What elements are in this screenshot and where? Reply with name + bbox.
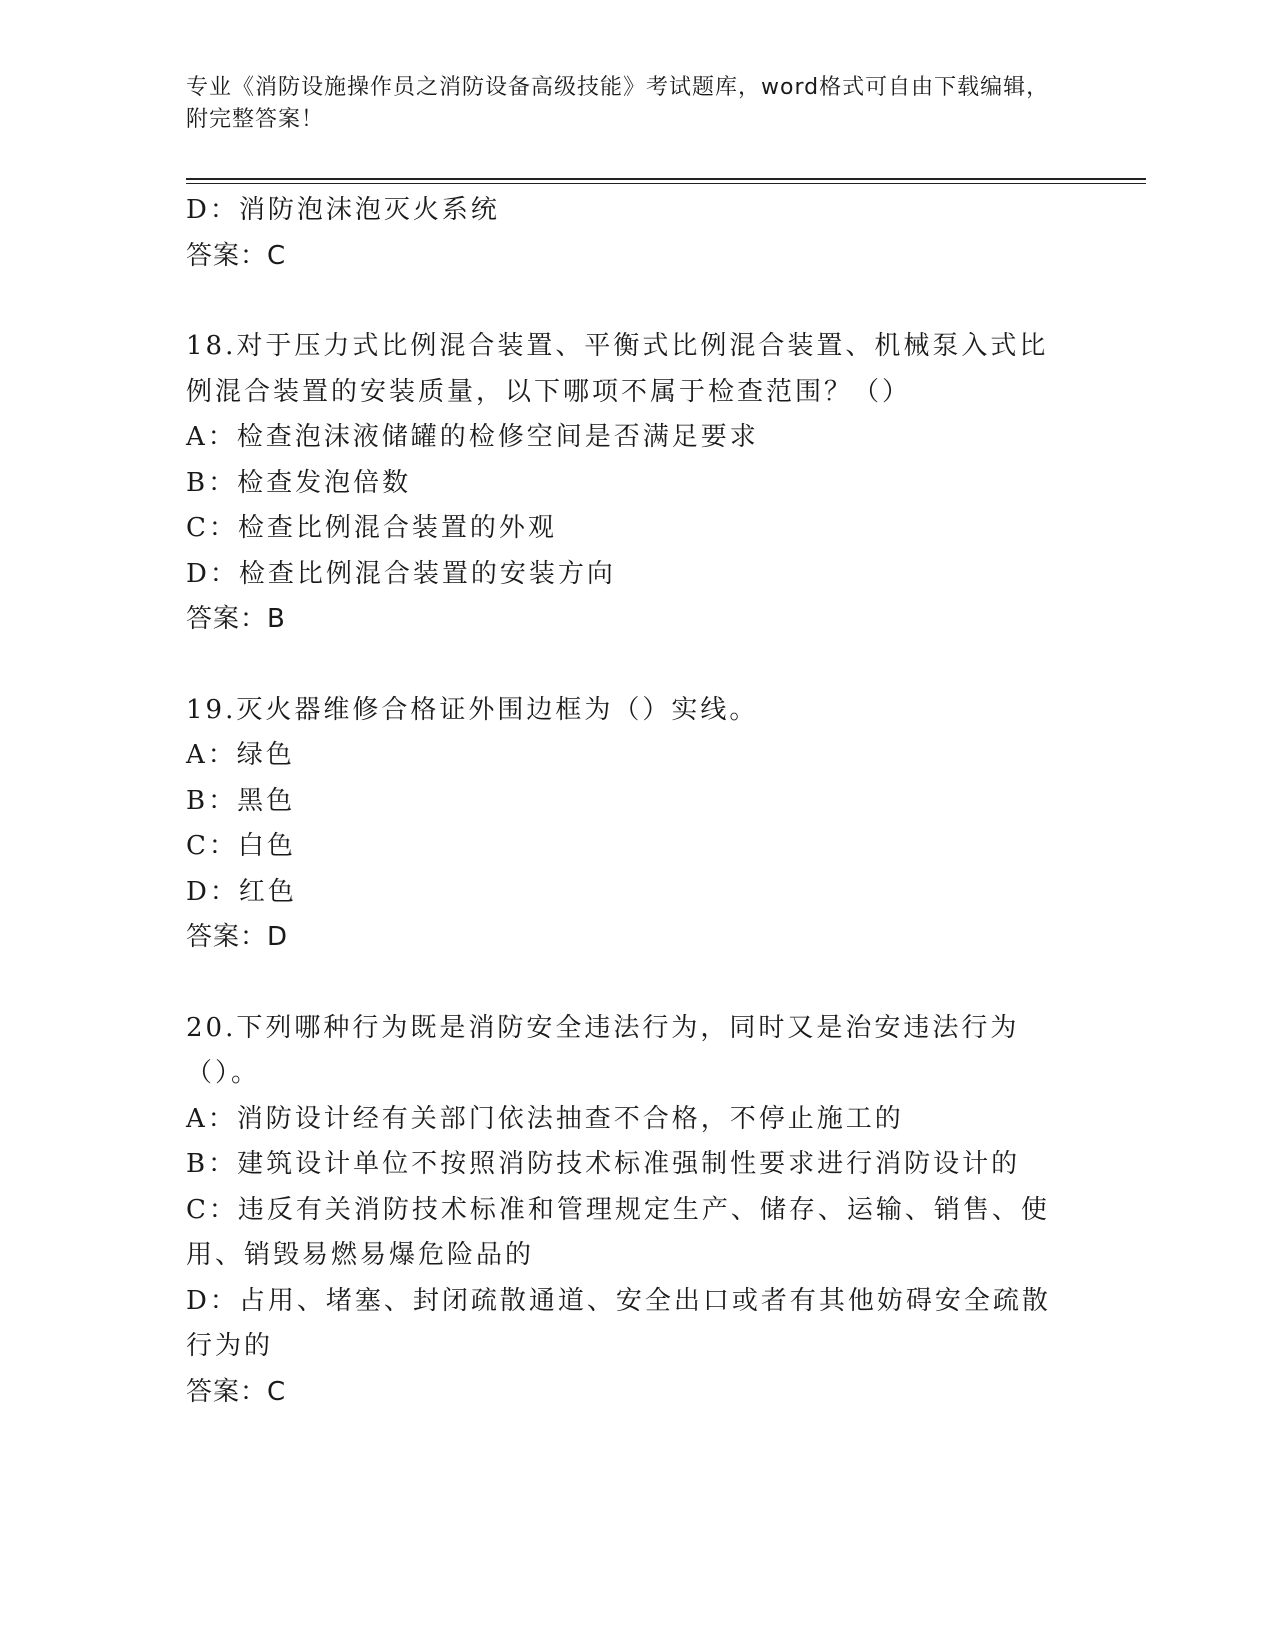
option-a: A：消防设计经有关部门依法抽查不合格，不停止施工的 — [186, 1103, 904, 1134]
option-d: D：检查比例混合装置的安装方向 — [186, 558, 616, 589]
answer: 答案：C — [186, 1376, 287, 1407]
question-stem: 20.下列哪种行为既是消防安全违法行为，同时又是治安违法行为（）。 — [186, 1012, 1020, 1088]
header-divider-thick — [186, 178, 1146, 180]
answer: 答案：B — [186, 604, 286, 634]
option-c: C：违反有关消防技术标准和管理规定生产、储存、运输、销售、使用、销毁易燃易爆危险品的 — [186, 1194, 1050, 1270]
option-b: B：黑色 — [186, 785, 296, 816]
option-b: B：检查发泡倍数 — [186, 467, 412, 498]
answer: 答案：D — [186, 922, 289, 952]
page-header: 专业《消防设施操作员之消防设备高级技能》考试题库，word格式可自由下载编辑，附完整答案！ — [186, 75, 1050, 132]
answer: 答案：C — [186, 240, 287, 271]
question-stem: 19.灭火器维修合格证外围边框为（）实线。 — [186, 694, 759, 725]
spacer — [186, 961, 1076, 1006]
spacer — [186, 643, 1076, 688]
question-18 — [186, 324, 1076, 643]
option-b: B：建筑设计单位不按照消防技术标准强制性要求进行消防设计的 — [186, 1149, 1021, 1179]
spacer — [186, 279, 1076, 324]
option-a: A：绿色 — [186, 740, 295, 770]
question-19 — [186, 688, 1076, 961]
question-stem: 18.对于压力式比例混合装置、平衡式比例混合装置、机械泵入式比例混合装置的安装质量，以下哪项不属于检查范围？（） — [186, 331, 1049, 407]
option-c: C：检查比例混合装置的外观 — [186, 513, 557, 543]
option-c: C：白色 — [186, 831, 296, 861]
option-d: D：红色 — [186, 876, 297, 907]
option-d: D：占用、堵塞、封闭疏散通道、安全出口或者有其他妨碍安全疏散行为的 — [186, 1285, 1051, 1361]
question-20 — [186, 1006, 1076, 1416]
header-divider-thin — [186, 183, 1146, 184]
option-a: A：检查泡沫液储罐的检修空间是否满足要求 — [186, 422, 759, 452]
question-content — [186, 188, 1076, 1415]
option-d: D：消防泡沫泡灭火系统 — [186, 195, 500, 225]
